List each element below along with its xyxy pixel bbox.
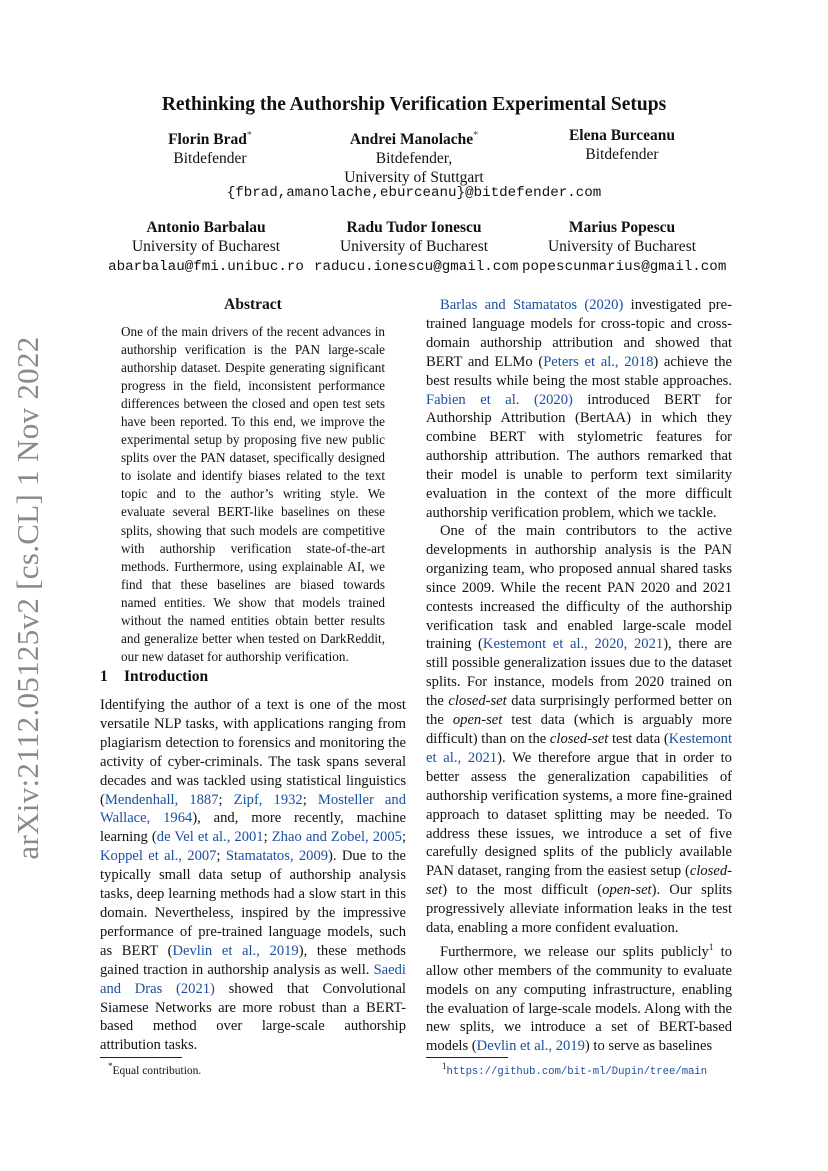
footnote-mark: * <box>108 1061 113 1071</box>
author-name: Elena Burceanu <box>568 127 676 144</box>
author-name: Antonio Barbalau <box>146 219 266 236</box>
paper-title: Rethinking the Authorship Verification Experimental Setups <box>161 94 667 115</box>
emphasis-text: open-set <box>452 712 503 729</box>
text-run: ). We therefore argue that in order to better assess the generalization capabilities of authorship verification systems, a more fine-grained approach to dataset splitting may be needed. To address these issues, we introduce a set of five carefully designed splits of the publicly available PAN dataset, ranging from the easiest setup ( <box>426 749 732 880</box>
body-paragraph <box>426 296 732 523</box>
footnote <box>442 1061 707 1078</box>
intro-paragraph <box>100 696 406 1055</box>
author-block <box>314 218 514 256</box>
author-emails: {fbrad,amanolache,eburceanu}@bitdefender.com <box>226 185 602 201</box>
text-run: ; <box>263 829 272 846</box>
citation-link[interactable]: Barlas and Stamatatos (2020) <box>440 297 624 313</box>
author-email: raducu.ionescu@gmail.com <box>314 259 519 275</box>
text-run: ; <box>216 848 226 865</box>
text-run: ). Due to the typically small data setup of authorship analysis tasks, deep learning methods had a slow start in this domain. Nevertheless, inspired by the impressive performance of pre-trained language models, such as BERT ( <box>100 848 406 959</box>
emphasis-text: closed-set <box>549 730 609 747</box>
author-block <box>522 218 722 256</box>
text-run: ) to serve as baselines <box>584 1038 713 1055</box>
citation-link[interactable]: Devlin et al., 2019 <box>476 1038 585 1055</box>
equal-contribution-mark: * <box>246 130 252 141</box>
citation-link[interactable]: Saedi and Dras (2021) <box>100 961 406 997</box>
footnote-rule <box>426 1057 508 1058</box>
text-run: showed that Convolutional Siamese Networks are more robust than a BERT-based method over large-scale authorship attribution tasks. <box>100 980 406 1054</box>
abstract-text: One of the main drivers of the recent advances in authorship verification is the PAN large-scale authorship dataset. Despite generating significant progress in the field, inconsistent performance differences between the closed and open test sets have been reported. To this end, we improve the experimental setup by proposing five new public splits over the PAN dataset, specifically designed to isolate and identify biases related to the text topic and to the author’s writing style. We evaluate several BERT-like baselines on these splits, showing that such models are competitive with authorship verification state-of-the-art methods. Furthermore, using explainable AI, we find that these baselines are biased towards named entities. We show that models trained without the named entities obtain better results and generalize better when tested on DarkReddit, our new dataset for authorship verification. <box>121 324 385 664</box>
text-run: test data (which is arguably more difficult) than on the <box>426 712 732 747</box>
emphasis-text: closed-set <box>448 693 507 710</box>
text-run: ; <box>401 829 406 846</box>
citation-link[interactable]: Koppel et al., 2007 <box>100 848 217 865</box>
citation-link[interactable]: Peters et al., 2018 <box>543 353 654 370</box>
text-run: investigated pre-trained language models for cross-topic and cross-domain authorship attribution and showed that BERT and ELMo ( <box>426 297 732 370</box>
footnote-link[interactable]: https://github.com/bit-ml/Dupin/tree/main <box>446 1065 708 1078</box>
text-run: ) achieve the best results while being the most stable approaches. <box>426 353 732 389</box>
citation-link[interactable]: Devlin et al., 2019 <box>172 942 299 959</box>
citation-link[interactable]: Mosteller and Wallace, 1964 <box>100 791 406 827</box>
emphasis-text: closed-set <box>426 863 732 899</box>
citation-link[interactable]: Zhao and Zobel, 2005 <box>271 829 402 846</box>
emphasis-text: open-set <box>602 882 652 899</box>
text-run: ; <box>218 791 234 808</box>
author-affiliation: University of Bucharest <box>131 238 281 255</box>
text-run: ), these methods gained traction in authorship analysis as well. <box>100 942 406 978</box>
text-run: Furthermore, we release our splits publicly <box>440 943 709 960</box>
author-email: popescunmarius@gmail.com <box>522 259 727 275</box>
text-run: to allow other members of the community to evaluate models on any computing infrastructure, enabling the evaluation of large-scale models. Along with the new splits, we introduce a set of BERT-based models ( <box>426 943 732 1055</box>
footnote-mark: 1 <box>442 1061 447 1071</box>
text-run: ), and, more recently, machine learning ( <box>100 810 407 846</box>
citation-link[interactable]: de Vel et al., 2001 <box>156 829 264 846</box>
author-email: abarbalau@fmi.unibuc.ro <box>108 259 304 275</box>
text-run: data surprisingly performed better on the <box>426 693 732 729</box>
author-name: Marius Popescu <box>568 219 676 236</box>
footnote <box>108 1061 201 1077</box>
author-block <box>140 126 280 168</box>
author-affiliation: University of Bucharest <box>547 238 697 255</box>
author-affiliation: Bitdefender, <box>375 150 453 168</box>
author-affiliation: University of Stuttgart <box>344 169 484 187</box>
section-heading <box>100 668 208 686</box>
text-run: test data ( <box>608 730 669 747</box>
author-name: Florin Brad <box>168 131 247 149</box>
section-title: Introduction <box>124 668 209 685</box>
footnote-rule <box>100 1057 182 1058</box>
text-run: introduced BERT for Authorship Attribution (BertAA) in which they combine BERT with stylometric features for authorship attribution. The authors remarked that their model is unable to perform text similarity evaluation in the context of the more difficult authorship verification problem, which we tackle. <box>426 391 732 521</box>
text-run: One of the main contributors to the active developments in authorship analysis is the PAN organizing team, who proposed annual shared tasks since 2009. While the recent PAN 2020 and 2021 contests increased the difficulty of the authorship verification task and enabled large-scale model training ( <box>426 523 732 653</box>
citation-link[interactable]: Mendenhall, 1887 <box>104 791 219 808</box>
abstract-heading: Abstract <box>224 296 282 313</box>
author-affiliation: Bitdefender <box>173 150 247 168</box>
body-paragraph <box>426 522 732 938</box>
body-paragraph <box>426 938 732 1056</box>
author-block <box>106 218 306 256</box>
citation-link[interactable]: Zipf, 1932 <box>233 791 303 808</box>
author-block <box>324 126 504 187</box>
citation-link[interactable]: Fabien et al. (2020) <box>426 391 573 408</box>
author-affiliation: University of Bucharest <box>339 238 489 255</box>
text-run: Identifying the author of a text is one of the most versatile NLP tasks, with applications ranging from plagiarism detection to forensics and monitoring the activity of cyber-criminals. The task spans several decades and was tackled using statistical linguistics ( <box>100 697 406 808</box>
arxiv-stamp: arXiv:2112.05125v2 [cs.CL] 1 Nov 2022 <box>10 336 45 860</box>
text-run: ), there are still possible generalization issues due to the dataset splits. For instance, models from 2020 trained on the <box>426 636 732 710</box>
footnote-text: Equal contribution. <box>112 1064 202 1077</box>
author-name: Andrei Manolache <box>349 131 474 149</box>
text-run: ). Our splits progressively alleviate information leaks in the test data, enabling a more confident evaluation. <box>426 882 732 937</box>
section-number: 1 <box>100 668 108 685</box>
citation-link[interactable]: Kestemont et al., 2020, 2021 <box>482 636 664 653</box>
footnote-ref[interactable]: 1 <box>708 942 714 952</box>
equal-contribution-mark: * <box>473 130 479 141</box>
citation-link[interactable]: Kestemont et al., 2021 <box>426 730 732 766</box>
author-block <box>552 126 692 164</box>
author-name: Radu Tudor Ionescu <box>346 219 482 236</box>
text-run: ) to the most difficult ( <box>442 882 603 899</box>
text-run: ; <box>302 791 318 808</box>
citation-link[interactable]: Stamatatos, 2009 <box>225 848 329 865</box>
author-affiliation: Bitdefender <box>585 146 659 163</box>
